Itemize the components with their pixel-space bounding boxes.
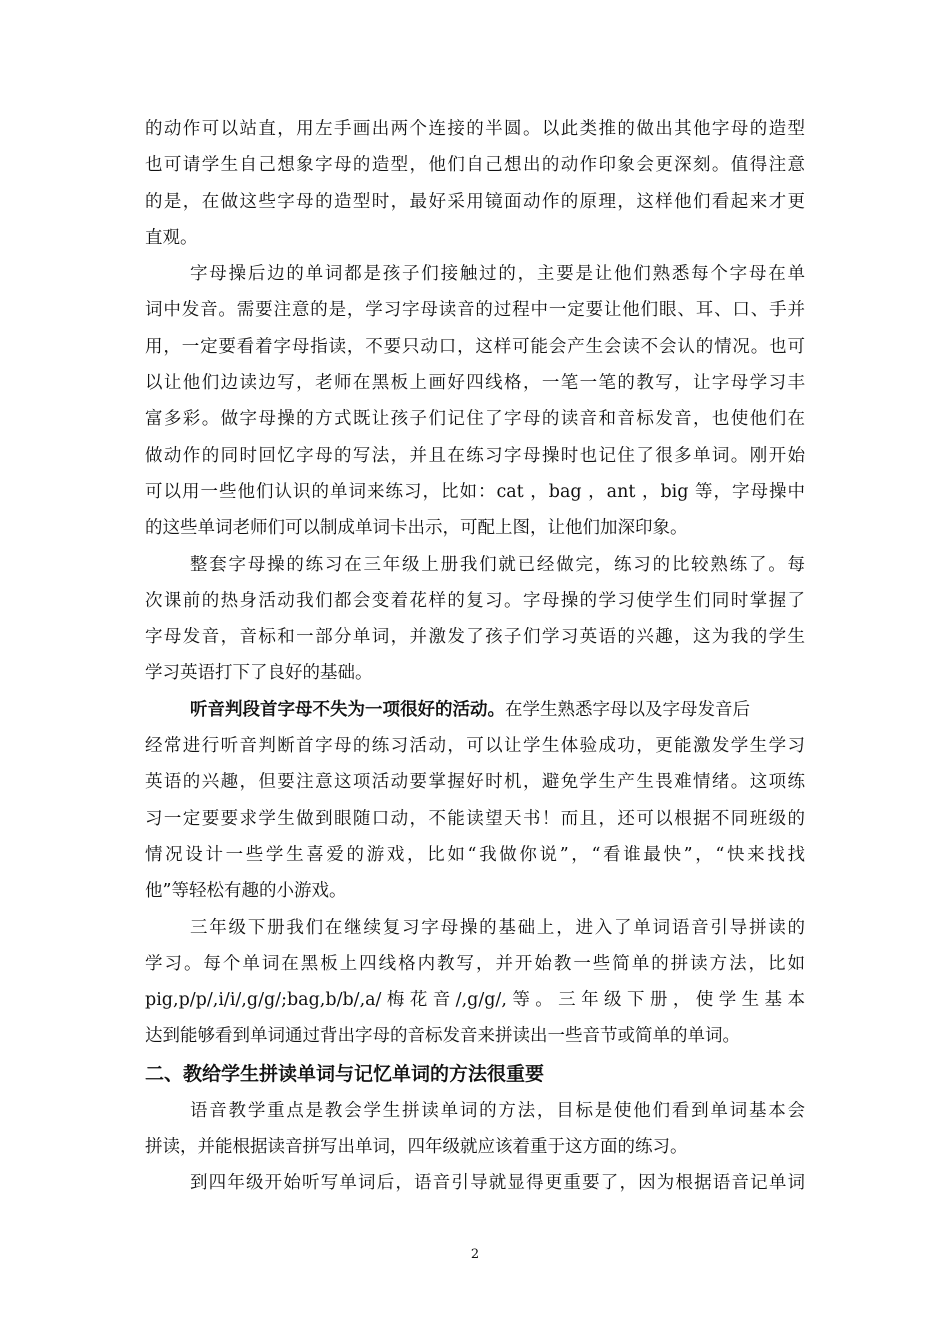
text-line: 英语的兴趣，但要注意这项活动要掌握好时机，避免学生产生畏难情绪。这项练 xyxy=(145,772,805,793)
text-line: 直观。 xyxy=(145,227,198,248)
paragraph-1 xyxy=(145,111,805,256)
text-line: 也可请学生自己想象字母的造型，他们自己想出的动作印象会更深刻。值得注意 xyxy=(145,155,805,176)
text-line: 到四年级开始听写单词后，语音引导就显得更重要了，因为根据语音记单词 xyxy=(190,1173,805,1194)
text-line: 字母操后边的单词都是孩子们接触过的，主要是让他们熟悉每个字母在单 xyxy=(190,264,805,285)
text-line: pig,p/p/,i/i/,g/g/;bag,b/b/,a/梅花音/,g/g/,等。三年级下册，使学生基本 xyxy=(145,990,805,1011)
text-line: 学习英语打下了良好的基础。 xyxy=(145,663,373,684)
section-heading: 二、教给学生拼读单词与记忆单词的方法很重要 xyxy=(145,1062,545,1085)
bold-lead-sentence: 听音判段首字母不失为一项很好的活动。 xyxy=(190,699,505,720)
document-body xyxy=(145,111,805,1202)
text-line: 字母发音，音标和一部分单词，并激发了孩子们学习英语的兴趣，这为我的学生 xyxy=(145,627,805,648)
text-line: 三年级下册我们在继续复习字母操的基础上，进入了单词语音引导拼读的 xyxy=(190,917,805,938)
text-line: 做动作的同时回忆字母的写法，并且在练习字母操时也记住了很多单词。刚开始 xyxy=(145,445,805,466)
text-line: 整套字母操的练习在三年级上册我们就已经做完，练习的比较熟练了。每 xyxy=(190,554,805,575)
paragraph-3 xyxy=(145,547,805,692)
paragraph-6 xyxy=(145,1093,805,1166)
text-line xyxy=(145,692,805,728)
page-number: 2 xyxy=(470,1247,480,1262)
text-line: 的是，在做这些字母的造型时，最好采用镜面动作的原理，这样他们看起来才更 xyxy=(145,191,805,212)
text-line: 以让他们边读边写，老师在黑板上画好四线格，一笔一笔的教写，让字母学习丰 xyxy=(145,373,805,394)
text-line: 次课前的热身活动我们都会变着花样的复习。字母操的学习使学生们同时掌握了 xyxy=(145,590,805,611)
text-line: 语音教学重点是教会学生拼读单词的方法，目标是使他们看到单词基本会 xyxy=(190,1100,805,1121)
text-line: 经常进行听音判断首字母的练习活动，可以让学生体验成功，更能激发学生学习 xyxy=(145,736,805,757)
text-run: 在学生熟悉字母以及字母发音后 xyxy=(505,699,750,720)
text-line: 富多彩。做字母操的方式既让孩子们记住了字母的读音和音标发音，也使他们在 xyxy=(145,409,805,430)
text-line: 的动作可以站直，用左手画出两个连接的半圆。以此类推的做出其他字母的造型 xyxy=(145,119,805,139)
text-line: 情况设计一些学生喜爱的游戏，比如“我做你说”，“看谁最快”，“快来找找 xyxy=(145,844,805,865)
text-line: 学习。每个单词在黑板上四线格内教写，并开始教一些简单的拼读方法，比如 xyxy=(145,953,805,974)
paragraph-7 xyxy=(145,1165,805,1201)
text-line: 他”等轻松有趣的小游戏。 xyxy=(145,881,347,902)
text-line: 的这些单词老师们可以制成单词卡出示，可配上图，让他们加深印象。 xyxy=(145,518,688,539)
text-line: 用，一定要看着字母指读，不要只动口，这样可能会产生会读不会认的情况。也可 xyxy=(145,336,805,357)
paragraph-4 xyxy=(145,692,805,910)
text-line: 可以用一些他们认识的单词来练习，比如：cat ，bag ，ant ，big 等，字母操中 xyxy=(145,481,805,502)
text-line: 习一定要要求学生做到眼随口动，不能读望天书！而且，还可以根据不同班级的 xyxy=(145,808,805,829)
text-line: 达到能够看到单词通过背出字母的音标发音来拼读出一些音节或简单的单词。 xyxy=(145,1026,740,1047)
text-line: 词中发音。需要注意的是，学习字母读音的过程中一定要让他们眼、耳、口、手并 xyxy=(145,300,805,321)
paragraph-2 xyxy=(145,256,805,546)
paragraph-5 xyxy=(145,910,805,1055)
text-line: 拼读，并能根据读音拼写出单词，四年级就应该着重于这方面的练习。 xyxy=(145,1137,688,1158)
